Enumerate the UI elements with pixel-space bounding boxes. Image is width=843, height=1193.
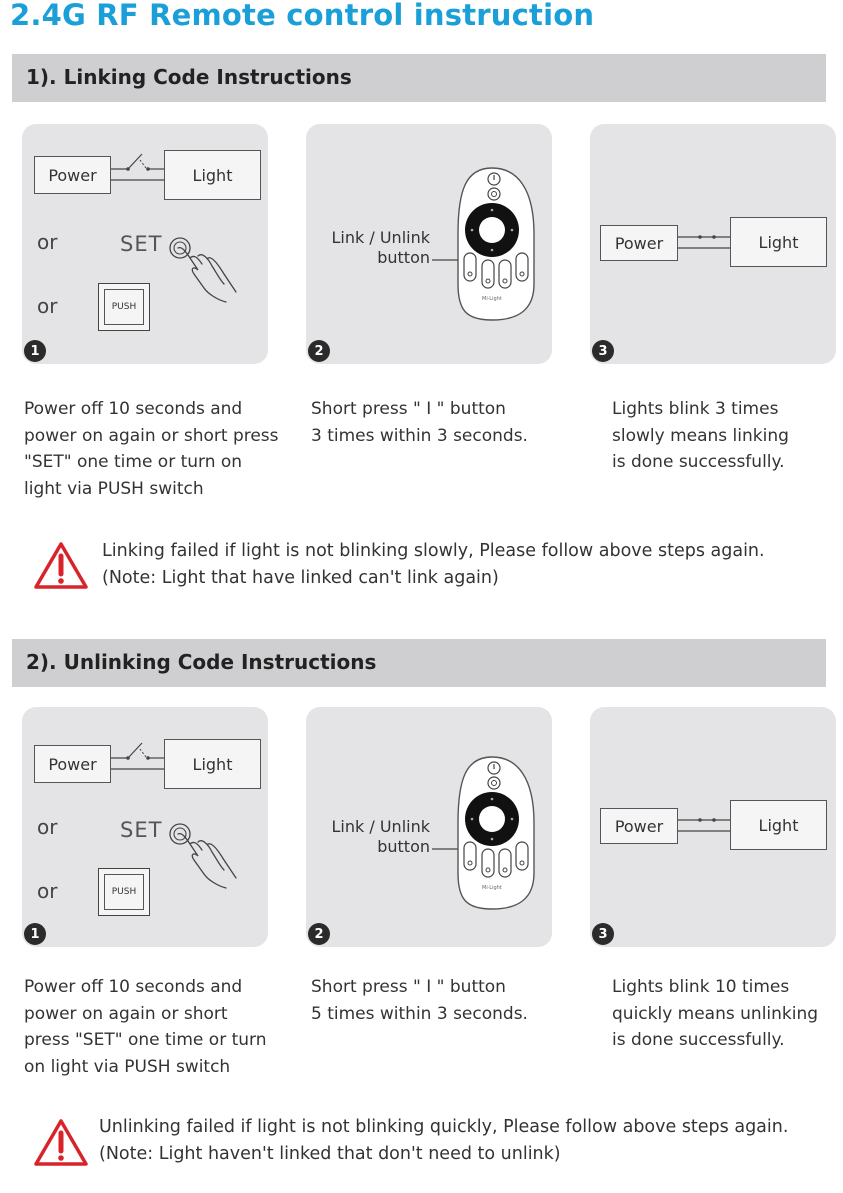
set-label: SET: [120, 232, 163, 256]
set-label: SET: [120, 818, 163, 842]
step-description: Short press " I " button 5 times within 3 seconds.: [311, 977, 528, 1024]
step-description: Power off 10 seconds and power on again or short press "SET" one time or turn on light via PUSH switch: [24, 399, 279, 499]
step-badge: 1: [24, 340, 46, 362]
power-box: Power: [600, 225, 678, 261]
push-switch: [98, 283, 150, 331]
remote-control-icon: [306, 124, 552, 364]
unlinking-step2-panel: [306, 707, 552, 947]
linking-step2-panel: [306, 124, 552, 364]
unlinking-step3-panel: [590, 707, 836, 947]
remote-control-icon: [306, 707, 552, 947]
step-description: Lights blink 3 times slowly means linking is done successfully.: [612, 399, 789, 472]
page-title: 2.4G RF Remote control instruction: [10, 0, 595, 32]
warning-triangle-icon: [33, 541, 89, 591]
link-unlink-label: Link / Unlink button: [331, 817, 430, 856]
section-linking-header: [12, 54, 826, 102]
warning-message: Linking failed if light is not blinking slowly, Please follow above steps again. (Note: Light that have linked can't link again): [102, 541, 765, 588]
light-box: Light: [164, 739, 261, 789]
section-heading: 2). Unlinking Code Instructions: [26, 650, 377, 674]
section-heading: 1). Linking Code Instructions: [26, 65, 352, 89]
hand-press-icon: [168, 236, 248, 306]
step-badge: 3: [592, 923, 614, 945]
remote-brand: Mi·Light: [482, 885, 502, 891]
step-description: Lights blink 10 times quickly means unlinking is done successfully.: [612, 977, 819, 1050]
step-badge: 3: [592, 340, 614, 362]
closed-switch-icon: [590, 124, 836, 364]
light-box: Light: [164, 150, 261, 200]
warning-triangle-icon: [33, 1118, 89, 1168]
or-label: or: [37, 815, 58, 839]
push-switch: [98, 868, 150, 916]
push-label: PUSH: [104, 289, 144, 325]
closed-switch-icon: [590, 707, 836, 947]
section-unlinking-header: [12, 639, 826, 687]
light-box: Light: [730, 800, 827, 850]
or-label: or: [37, 294, 58, 318]
push-label: PUSH: [104, 874, 144, 910]
step-badge: 1: [24, 923, 46, 945]
linking-step3-panel: [590, 124, 836, 364]
or-label: or: [37, 230, 58, 254]
link-unlink-label: Link / Unlink button: [331, 228, 430, 267]
step-badge: 2: [308, 923, 330, 945]
remote-brand: Mi·Light: [482, 296, 502, 302]
step-description: Short press " I " button 3 times within 3 seconds.: [311, 399, 528, 446]
power-box: Power: [34, 156, 111, 194]
warning-message: Unlinking failed if light is not blinking quickly, Please follow above steps again. (Note: Light haven't linked that don't need to unlink): [99, 1117, 789, 1164]
power-box: Power: [600, 808, 678, 844]
unlinking-step1-panel: [22, 707, 268, 947]
light-box: Light: [730, 217, 827, 267]
step-badge: 2: [308, 340, 330, 362]
power-box: Power: [34, 745, 111, 783]
step-description: Power off 10 seconds and power on again or short press "SET" one time or turn on light via PUSH switch: [24, 977, 267, 1077]
or-label: or: [37, 879, 58, 903]
hand-press-icon: [168, 822, 248, 892]
linking-step1-panel: [22, 124, 268, 364]
